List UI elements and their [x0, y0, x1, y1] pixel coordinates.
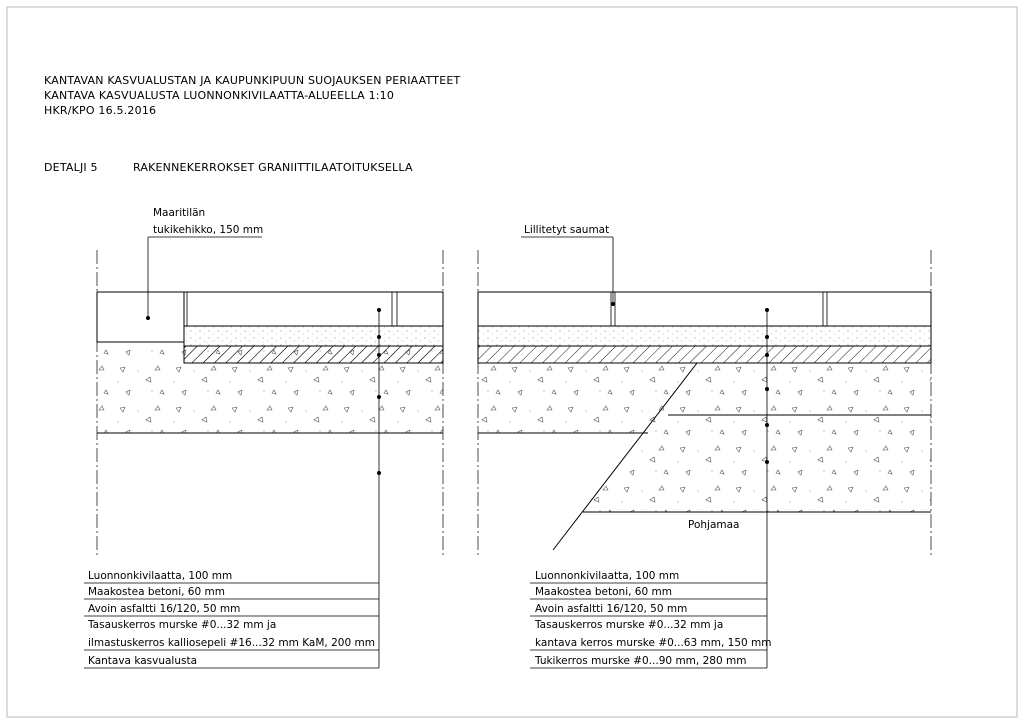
header-line-1: KANTAVAN KASVUALUSTAN JA KAUPUNKIPUUN SUOJAUKSEN PERIAATTEET	[44, 74, 461, 87]
header-line-3: HKR/KPO 16.5.2016	[44, 104, 157, 117]
left-legend-item-5: ilmastuskerros kalliosepeli #16...32 mm KaM, 200 mm	[88, 637, 375, 649]
left-legend	[84, 570, 379, 668]
left-stone-slab	[184, 292, 443, 326]
right-legend	[530, 570, 771, 668]
right-legend-item-6: Tukikerros murske #0...90 mm, 280 mm	[535, 655, 747, 667]
right-bearing-layer	[668, 363, 931, 415]
left-legend-item-6: Kantava kasvualusta	[88, 655, 198, 667]
left-legend-item-1: Luonnonkivilaatta, 100 mm	[88, 570, 233, 582]
left-legend-item-4: Tasauskerros murske #0...32 mm ja	[88, 619, 277, 631]
ground-label: Pohjamaa	[688, 519, 740, 531]
right-concrete-layer	[478, 326, 931, 346]
left-callout-line-1: Maaritilän	[153, 207, 206, 219]
right-callout: Lillitetyt saumat	[524, 224, 610, 236]
header-line-2: KANTAVA KASVUALUSTA LUONNONKIVILAATTA-ALUEELLA 1:10	[44, 89, 395, 102]
detail-number: DETALJI 5	[44, 161, 98, 174]
right-legend-item-4: Tasauskerros murske #0...32 mm ja	[535, 619, 724, 631]
left-legend-item-3: Avoin asfaltti 16/120, 50 mm	[88, 603, 241, 615]
right-legend-item-3: Avoin asfaltti 16/120, 50 mm	[535, 603, 688, 615]
right-asphalt-layer	[478, 346, 931, 363]
right-legend-item-2: Maakostea betoni, 60 mm	[535, 586, 672, 598]
right-legend-item-5: kantava kerros murske #0...63 mm, 150 mm	[535, 637, 772, 649]
right-stone-slab	[478, 292, 931, 326]
left-callout-line-2: tukikehikko, 150 mm	[153, 224, 264, 236]
left-frame-block	[97, 292, 184, 342]
left-section	[84, 207, 443, 668]
right-section	[478, 224, 931, 668]
right-legend-item-1: Luonnonkivilaatta, 100 mm	[535, 570, 680, 582]
left-legend-item-2: Maakostea betoni, 60 mm	[88, 586, 225, 598]
detail-title: RAKENNEKERROKSET GRANIITTILAATOITUKSELLA	[133, 161, 413, 174]
